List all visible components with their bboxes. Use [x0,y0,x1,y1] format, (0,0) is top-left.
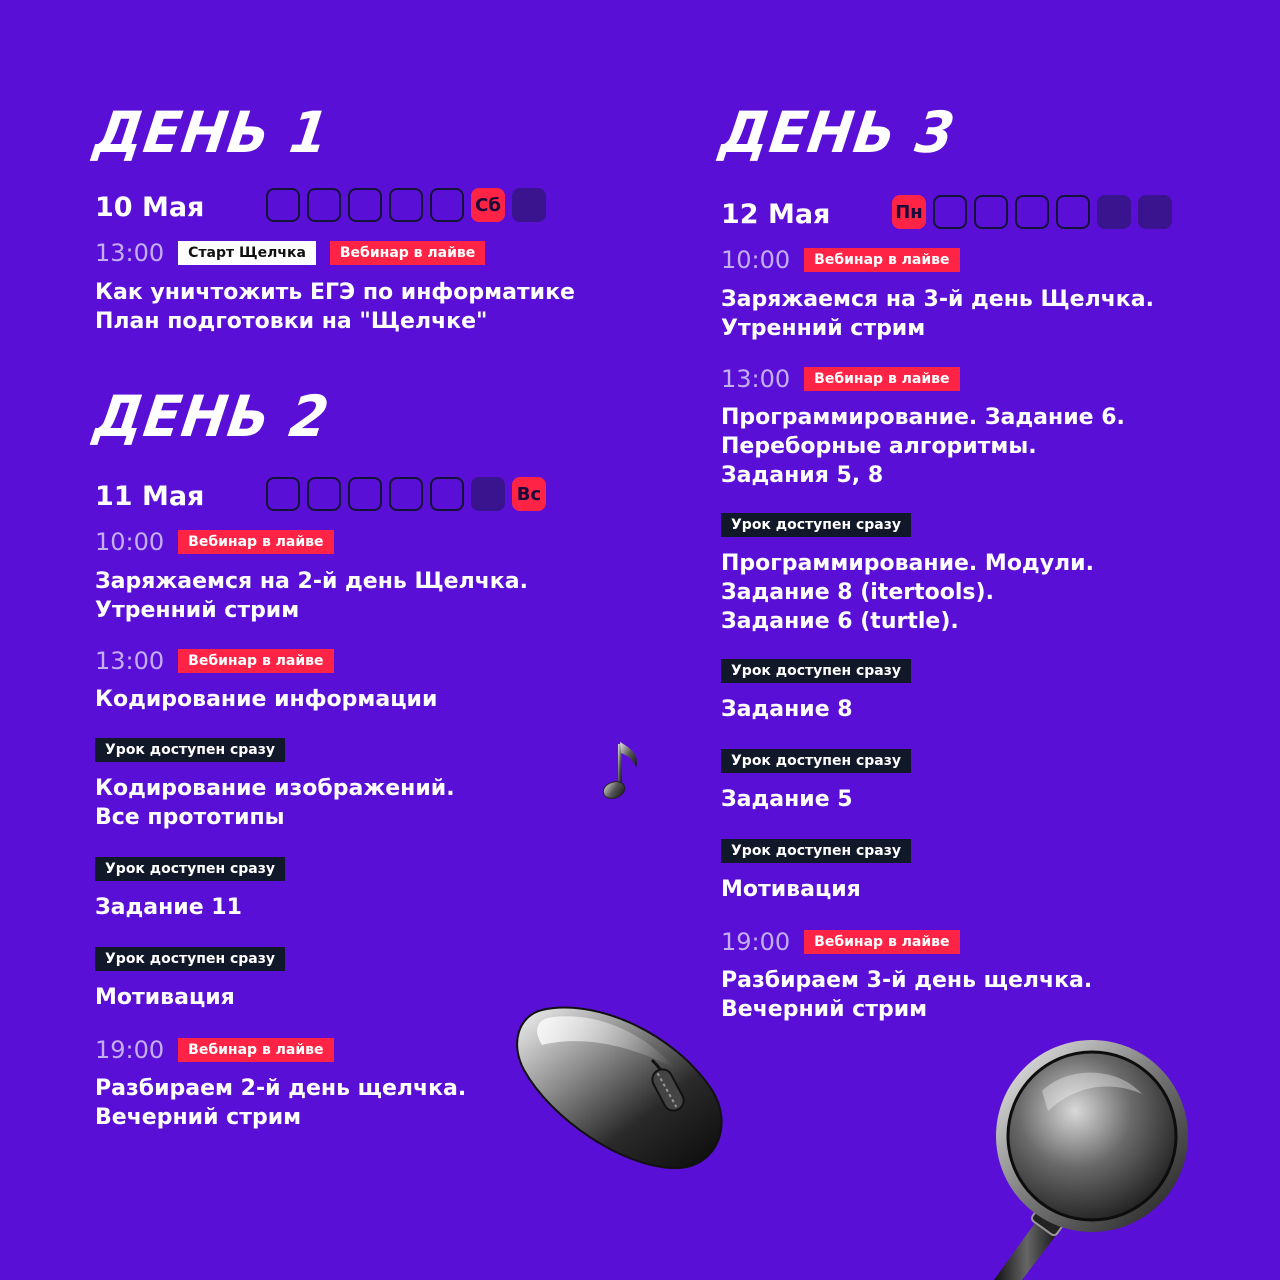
day3-event-4-title [721,695,853,724]
live-webinar-badge: Вебинар в лайве [178,530,333,554]
lesson-line: Задание 8 [721,697,853,722]
day3-date: 12 Мая [721,199,831,230]
music-note-icon [598,738,644,804]
week-day-square: Сб [471,188,505,222]
event-time: 13:00 [95,647,165,675]
day2-event-4-title [95,893,242,922]
week-day-square [1097,195,1131,229]
live-webinar-badge: Вебинар в лайве [178,649,333,673]
lesson-line: Разбираем 3-й день щелчка. [721,968,1093,993]
week-day-square [348,188,382,222]
lesson-line: Мотивация [95,985,235,1010]
lesson-line: Заряжаемся на 3-й день Щелчка. [721,287,1154,312]
event-time: 10:00 [95,528,165,556]
week-day-square [430,477,464,511]
lesson-line: Задание 6 (turtle). [721,609,959,634]
day1-date: 10 Мая [95,192,205,223]
lesson-line: Как уничтожить ЕГЭ по информатике [95,280,575,305]
day2-event-1-header [95,530,334,554]
lesson-line: Вечерний стрим [95,1105,302,1130]
week-day-square [430,188,464,222]
lesson-line: Кодирование изображений. [95,776,455,801]
day3-event-1-header [721,248,960,272]
day1-week [266,188,546,222]
magnifying-glass-icon [982,1036,1202,1280]
available-now-badge: Урок доступен сразу [721,513,911,537]
week-day-square [933,195,967,229]
lesson-line: Задание 11 [95,895,242,920]
day3-title: ДЕНЬ 3 [716,99,960,166]
live-webinar-badge: Вебинар в лайве [804,930,959,954]
day2-week [266,477,546,511]
week-day-square [512,188,546,222]
week-day-square [1056,195,1090,229]
week-day-square [471,477,505,511]
lesson-line: Программирование. Модули. [721,551,1094,576]
start-badge: Старт Щелчка [178,241,316,265]
week-day-square [348,477,382,511]
lesson-line: Задание 5 [721,787,853,812]
day1-event-1-header [95,241,485,265]
event-time: 10:00 [721,246,791,274]
available-now-badge: Урок доступен сразу [95,947,285,971]
day2-event-2-header [95,649,334,673]
computer-mouse-icon [512,1000,727,1175]
lesson-line: Разбираем 2-й день щелчка. [95,1076,467,1101]
day2-event-3-title [95,774,455,832]
live-webinar-badge: Вебинар в лайве [330,241,485,265]
day1-event-1-title [95,278,575,336]
day3-event-7-title [721,966,1092,1024]
live-webinar-badge: Вебинар в лайве [804,248,959,272]
lesson-line: Утренний стрим [95,598,300,623]
week-day-square: Вс [512,477,546,511]
lesson-line: Мотивация [721,877,861,902]
lesson-line: План подготовки на "Щелчке" [95,309,488,334]
week-day-square [1015,195,1049,229]
available-now-badge: Урок доступен сразу [721,749,911,773]
day3-event-5-title [721,785,853,814]
lesson-line: Кодирование информации [95,687,438,712]
lesson-line: Заряжаемся на 2-й день Щелчка. [95,569,528,594]
lesson-line: Программирование. Задание 6. [721,405,1125,430]
day3-event-1-title [721,285,1154,343]
lesson-line: Задания 5, 8 [721,463,884,488]
lesson-line: Вечерний стрим [721,997,928,1022]
lesson-line: Задание 8 (itertools). [721,580,994,605]
day3-event-6-title [721,875,861,904]
day2-event-6-title [95,1074,466,1132]
day2-event-1-title [95,567,528,625]
available-now-badge: Урок доступен сразу [721,839,911,863]
available-now-badge: Урок доступен сразу [95,738,285,762]
day3-event-7-header [721,930,960,954]
day2-title: ДЕНЬ 2 [90,383,334,450]
week-day-square [266,477,300,511]
day2-event-6-header [95,1038,334,1062]
event-time: 19:00 [721,928,791,956]
event-time: 13:00 [95,239,165,267]
day2-date: 11 Мая [95,481,205,512]
event-time: 19:00 [95,1036,165,1064]
day3-event-3-title [721,549,1094,636]
available-now-badge: Урок доступен сразу [95,857,285,881]
live-webinar-badge: Вебинар в лайве [178,1038,333,1062]
available-now-badge: Урок доступен сразу [721,659,911,683]
day3-event-2-header [721,367,960,391]
week-day-square [389,188,423,222]
week-day-square [974,195,1008,229]
live-webinar-badge: Вебинар в лайве [804,367,959,391]
week-day-square [389,477,423,511]
week-day-square [266,188,300,222]
lesson-line: Утренний стрим [721,316,926,341]
week-day-square [1138,195,1172,229]
lesson-line: Переборные алгоритмы. [721,434,1037,459]
week-day-square [307,188,341,222]
day1-title: ДЕНЬ 1 [90,99,334,166]
day3-event-2-title [721,403,1125,490]
week-day-square: Пн [892,195,926,229]
event-time: 13:00 [721,365,791,393]
lesson-line: Все прототипы [95,805,285,830]
day3-week [892,195,1172,229]
week-day-square [307,477,341,511]
day2-event-2-title [95,685,437,714]
day2-event-5-title [95,983,235,1012]
